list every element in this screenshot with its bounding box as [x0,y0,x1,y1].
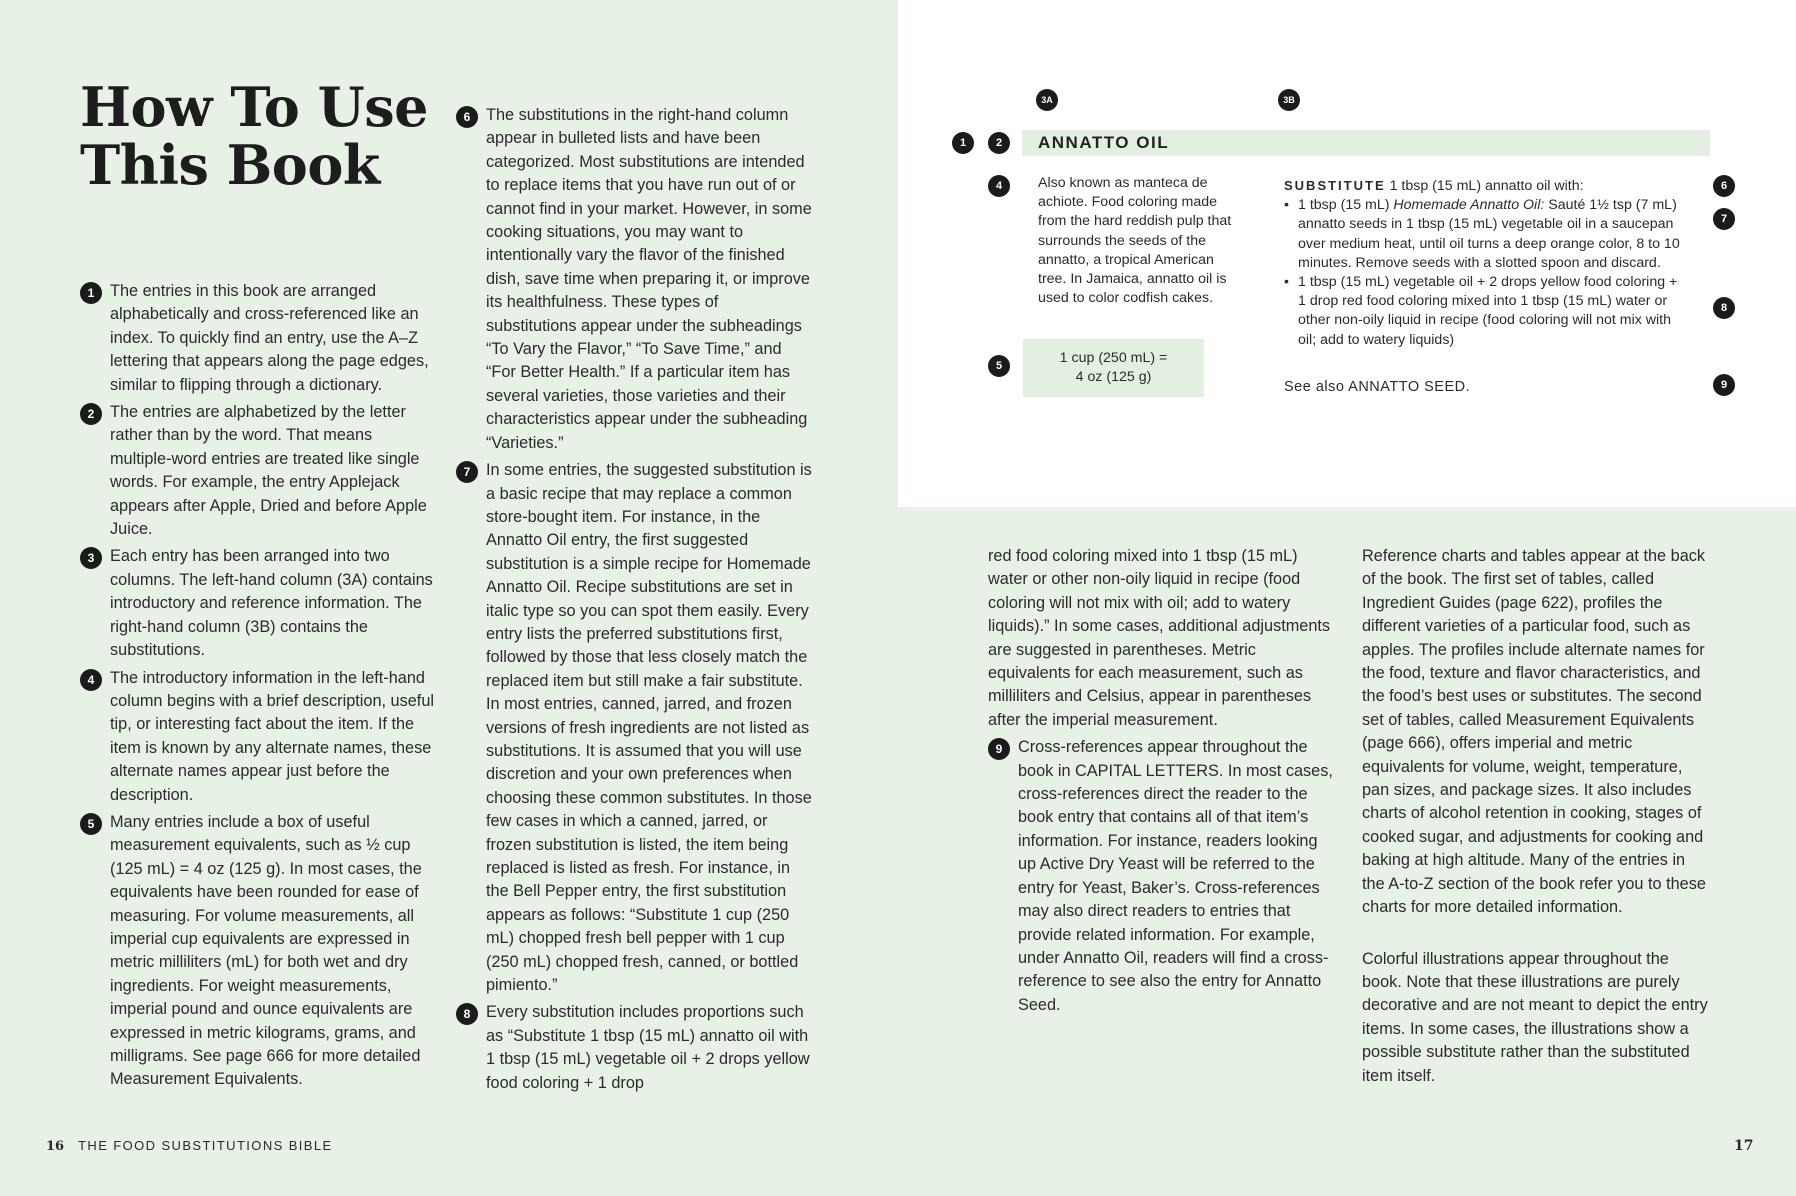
number-badge: 7 [456,461,478,483]
marker-2: 2 [988,132,1010,154]
illustrations-paragraph: Colorful illustrations appear throughout the book. Note that these illustrations are purely decorative and are not meant to depict the entry items. In some cases, the illustrations show a possible substitute rather than the substituted item itself. [1362,949,1708,1085]
marker-6: 6 [1713,175,1735,197]
left-page-number: 16 [46,1139,65,1154]
item-text: The introductory information in the left-hand column begins with a brief description, useful tip, or interesting fact about the item. If the item is known by any alternate names, these alternate names appear just before the description. [110,668,434,804]
list-item [80,811,437,1092]
item-text: In some entries, the suggested substitution is a basic recipe that may replace a common store-bought item. For instance, in the Annatto Oil entry, the first suggested substitution is a simple recipe for Homemade Annatto Oil. Recipe substitutions are set in italic type so you can spot them easily. Every entry lists the preferred substitutions first, followed by those that less closely match the replaced item but still make a fair substitute. In most entries, canned, jarred, and frozen versions of fresh ingredients are not listed as substitutions. It is assumed that you will use discretion and your own preferences when choosing these common substitutes. In those few cases in which a canned, jarred, or frozen substitution is listed, the item being replaced is listed as fresh. For instance, in the Bell Pepper entry, the first substitution appears as follows: “Substitute 1 cup (250 mL) chopped fresh bell pepper with 1 cup (250 mL) chopped fresh, canned, or bottled pimiento.” [486,461,812,995]
equivalents-box [1023,339,1204,397]
number-badge: 4 [80,669,102,691]
number-badge: 5 [80,813,102,835]
title-line-2: This Book [80,133,380,197]
substitute-label: SUBSTITUTE [1284,178,1386,193]
see-also-reference: See also ANNATTO SEED. [1284,379,1471,395]
substitutions [1284,176,1689,350]
book-title: THE FOOD SUBSTITUTIONS BIBLE [78,1138,333,1153]
list-item [456,104,812,455]
number-badge: 3 [80,547,102,569]
entry-title: ANNATTO OIL [1038,133,1170,152]
page-title [80,75,428,197]
item-8-continued: red food coloring mixed into 1 tbsp (15 mL) water or other non-oily liquid in recipe (food coloring will not mix with oil; add to watery liquids).” In some cases, additional adjustments are suggested in parentheses. Metric equivalents for each measurement, such as milliliters and Celsius, appear in parentheses after the imperial measurement. [988,547,1331,729]
substitute-heading-line [1284,176,1689,196]
list-item [80,667,437,807]
bullet-prefix: 1 tbsp (15 mL) [1298,197,1394,214]
marker-7: 7 [1713,208,1735,230]
marker-4: 4 [988,175,1010,197]
column-b-marker: 3B [1278,89,1300,111]
list-item [456,1001,812,1095]
marker-1: 1 [952,132,974,154]
list-item [80,401,437,541]
item-text: Cross-references appear throughout the book in CAPITAL LETTERS. In most cases, cross-references direct the reader to the book entry that contains all of that item’s information. For instance, readers looking up Active Dry Yeast will be referred to the entry for Yeast, Baker’s. Cross-references may also direct readers to entries that provide related information. For example, under Annatto Oil, readers will find a cross-reference to see also the entry for Annatto Seed. [1018,738,1333,1014]
marker-8: 8 [1713,297,1735,319]
column-1 [80,280,437,1096]
column-2 [456,104,812,1099]
item-text: Each entry has been arranged into two columns. The left-hand column (3A) contains introductory and reference information. The right-hand column (3B) contains the substitutions. [110,547,433,660]
list-item [988,736,1338,1017]
column-a-marker: 3A [1036,89,1058,111]
item-text: The entries are alphabetized by the letter rather than by the word. That means multiple-word entries are treated like single words. For example, the entry Applejack appears after Apple, Dried and before Apple Juice. [110,403,427,539]
item-text: The entries in this book are arranged alphabetically and cross-referenced like an index. To quickly find an entry, use the A–Z lettering that appears along the page edges, similar to flipping through a dictionary. [110,282,429,394]
number-badge: 8 [456,1003,478,1025]
item-text: The substitutions in the right-hand column appear in bulleted lists and have been categorized. Most substitutions are intended to replace items that you have run out of or cannot find in your market. However, in some cooking situations, you may want to intentionally vary the flavor of the finished dish, save time when preparing it, or improve its healthfulness. These types of substitutions appear under the subheadings “To Vary the Flavor,” “To Save Time,” and “For Better Health.” If a particular item has several varieties, those varieties and their characteristics appear under the subheading “Varieties.” [486,106,812,452]
list-item [456,459,812,997]
equivalent-line-2: 4 oz (125 g) [1075,369,1152,385]
right-page-number: 17 [1734,1138,1754,1154]
column-3 [988,545,1338,1021]
item-text: Many entries include a box of useful measurement equivalents, such as ½ cup (125 mL) = 4 oz (125 g). In most cases, the equivalents have been rounded for ease of measuring. For volume measurements, all imperial cup equivalents are expressed in metric milliliters (mL) for both wet and dry ingredients. For weight measurements, imperial pound and ounce equivalents are expressed in metric kilograms, grams, and milligrams. See page 666 for more detailed Measurement Equivalents. [110,812,422,1089]
title-line-1: How To Use [80,75,428,139]
marker-5: 5 [988,355,1010,377]
number-badge: 9 [988,738,1010,760]
number-badge: 6 [456,106,478,128]
reference-charts-paragraph: Reference charts and tables appear at the back of the book. The first set of tables, called Ingredient Guides (page 622), profiles the different varieties of a particular food, such as apples. The profiles include alternate names for the food, texture and flavor characteristics, and the food’s best uses or substitutes. The second set of tables, called Measurement Equivalents (page 666), offers imperial and metric equivalents for volume, weight, temperature, pan sizes, and package sizes. It also includes charts of alcohol retention in cooking, stages of cooked sugar, and adjustments for cooking and baking at high altitude. Many of the entries in the A-to-Z section of the book refer you to these charts for more detailed information. [1362,547,1706,917]
footer-left [46,1138,333,1154]
column-4 [1362,545,1712,1088]
substitute-item: • 1 tbsp (15 mL) vegetable oil + 2 drops yellow food coloring + 1 drop red food coloring mixed into 1 tbsp (15 mL) water or other non-oily liquid in recipe (food coloring will not mix with oil; add to watery liquids) [1284,273,1689,350]
list-item [80,280,437,397]
number-badge: 2 [80,403,102,425]
marker-9: 9 [1713,374,1735,396]
substitute-lead: 1 tbsp (15 mL) annatto oil with: [1389,178,1584,194]
sample-entry-panel [898,0,1796,507]
substitute-item [1284,196,1689,273]
number-badge: 1 [80,282,102,304]
substitute-list [1284,196,1689,350]
bullet-rest: Sauté 1½ tsp (7 mL) annatto seeds in 1 tbsp (15 mL) vegetable oil in a saucepan over medium heat, until oil turns a deep orange color, 8 to 10 minutes. Remove seeds with a slotted spoon and discard. [1298,197,1680,271]
recipe-name: Homemade Annatto Oil: [1393,197,1545,214]
equivalent-line-1: 1 cup (250 mL) = [1059,350,1168,366]
list-item [80,545,437,662]
item-text: Every substitution includes proportions such as “Substitute 1 tbsp (15 mL) annatto oil with 1 tbsp (15 mL) vegetable oil + 2 drops yellow food coloring + 1 drop [486,1003,810,1092]
entry-intro: Also known as manteca de achiote. Food coloring made from the hard reddish pulp that surrounds the seeds of the annatto, a tropical American tree. In Jamaica, annatto oil is used to color codfish cakes. [1038,175,1232,307]
